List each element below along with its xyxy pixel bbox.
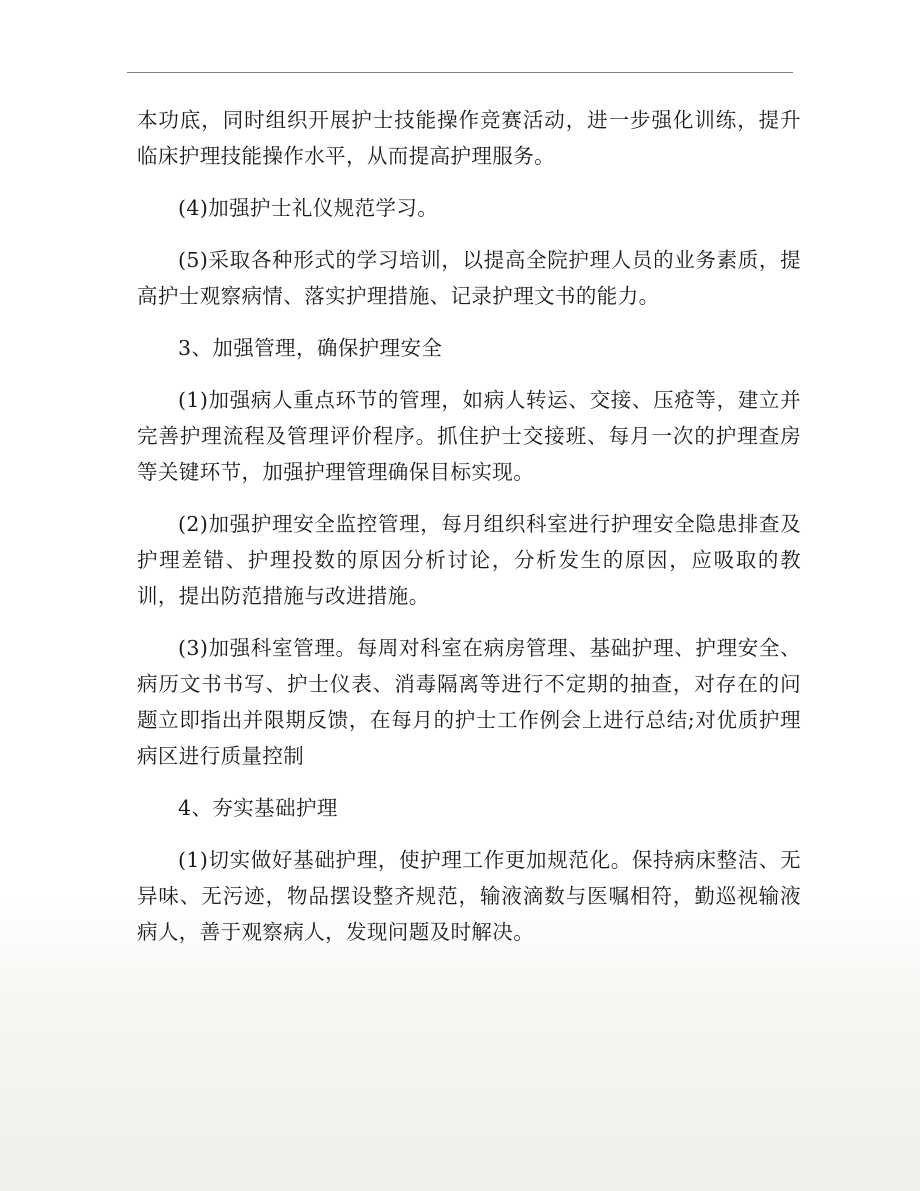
- paragraph-3-item-1: (1)加强病人重点环节的管理，如病人转运、交接、压疮等，建立并完善护理流程及管理评价程序。抓住护士交接班、每月一次的护理查房等关键环节，加强护理管理确保目标实现。: [137, 388, 801, 484]
- section-heading-3: 3、加强管理，确保护理安全: [178, 336, 443, 360]
- paragraph-3-item-2: (2)加强护理安全监控管理，每月组织科室进行护理安全隐患排查及护理差错、护理投数的原因分析讨论，分析发生的原因，应吸取的教训，提出防范措施与改进措施。: [137, 512, 801, 608]
- paragraph-item-4: (4)加强护士礼仪规范学习。: [178, 196, 439, 220]
- paragraph-3-item-3: (3)加强科室管理。每周对科室在病房管理、基础护理、护理安全、病历文书书写、护士仪表、消毒隔离等进行不定期的抽查，对存在的问题立即指出并限期反馈，在每月的护士工作例会上进行总结;对优质护理病区进行质量控制: [137, 636, 801, 768]
- section-heading-4: 4、夯实基础护理: [178, 796, 338, 820]
- paragraph-4-item-1: (1)切实做好基础护理，使护理工作更加规范化。保持病床整洁、无异味、无污迹，物品摆设整齐规范，输液滴数与医嘱相符，勤巡视输液病人，善于观察病人，发现问题及时解决。: [137, 848, 801, 944]
- paragraph-continuation: 本功底，同时组织开展护士技能操作竞赛活动，进一步强化训练，提升临床护理技能操作水平，从而提高护理服务。: [137, 108, 801, 168]
- header-rule: [127, 72, 793, 73]
- document-body: [137, 102, 801, 966]
- paragraph-item-5: (5)采取各种形式的学习培训，以提高全院护理人员的业务素质，提高护士观察病情、落实护理措施、记录护理文书的能力。: [137, 248, 801, 308]
